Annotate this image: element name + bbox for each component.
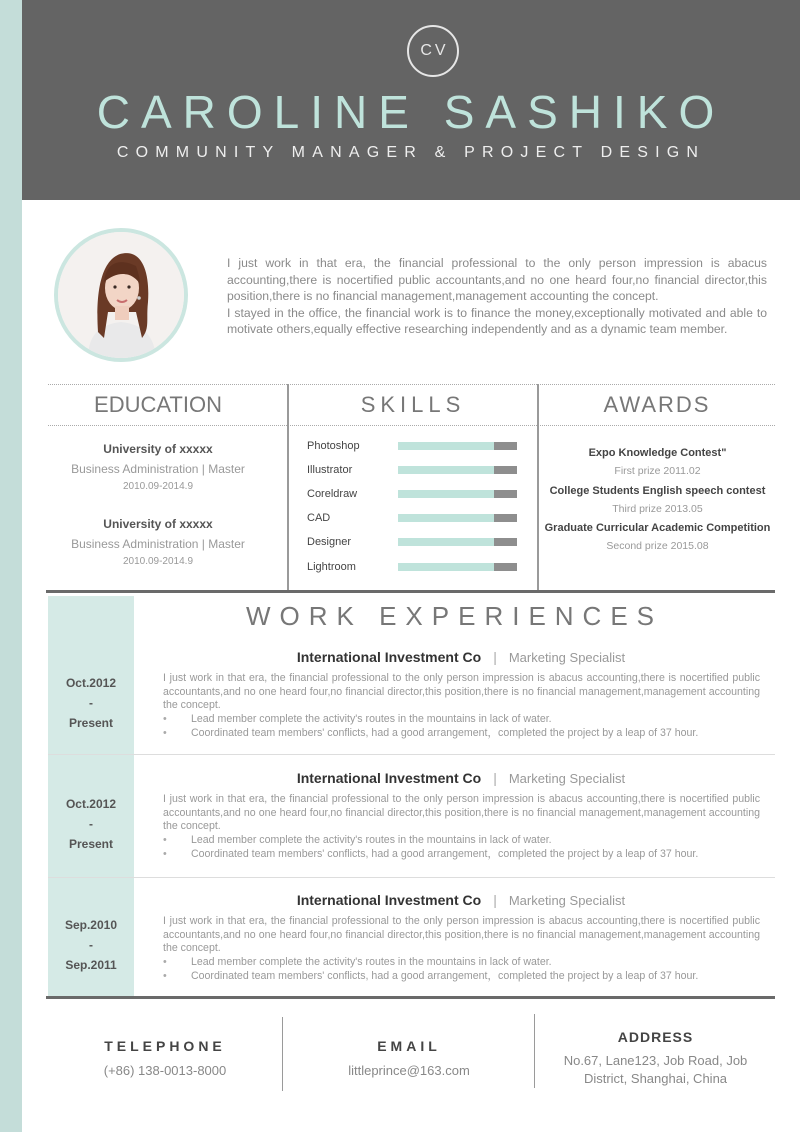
job-bullets bbox=[163, 956, 760, 983]
skill-row bbox=[307, 486, 522, 502]
skill-name: Photoshop bbox=[307, 440, 360, 452]
job-title: COMMUNITY MANAGER & PROJECT DESIGN bbox=[116, 144, 706, 161]
awards-heading: AWARDS bbox=[603, 392, 711, 417]
education-entry bbox=[48, 441, 268, 494]
job-date-start: Oct.2012 bbox=[65, 797, 117, 811]
section-top-divider bbox=[48, 384, 775, 385]
intro-paragraph-1: I just work in that era, the financial professional to the only person impression is abacus accounting,there is nocertified public accountants,and no one heard four,no financial director,this position,there is no financial management,management accounting the concept. bbox=[227, 256, 767, 303]
job-company: International Investment Co bbox=[296, 770, 482, 786]
education-school: University of xxxxx bbox=[103, 517, 213, 531]
award-prize: First prize 2011.02 bbox=[614, 465, 701, 477]
skill-row bbox=[307, 559, 522, 575]
job-header-separator: | bbox=[493, 649, 497, 665]
skill-name: Lightroom bbox=[307, 561, 356, 573]
job-bullet: • Lead member complete the activity's routes in the mountains in lack of water. bbox=[163, 713, 760, 727]
job-header bbox=[160, 769, 762, 788]
left-accent-strip bbox=[0, 0, 22, 1132]
award-name: Graduate Curricular Academic Competition bbox=[544, 522, 771, 534]
skill-row bbox=[307, 534, 522, 550]
award-name: Expo Knowledge Contest" bbox=[588, 447, 727, 459]
award-prize: Third prize 2013.05 bbox=[612, 503, 703, 515]
email-label: EMAIL bbox=[377, 1038, 441, 1054]
skill-bar-fill bbox=[398, 538, 494, 546]
job-bullet: • Coordinated team members' conflicts, had a good arrangement，completed the project by a leap of 37 hour. bbox=[163, 848, 760, 862]
skill-bar-fill bbox=[398, 466, 494, 474]
award-prize: Second prize 2015.08 bbox=[606, 540, 709, 552]
job-role: Marketing Specialist bbox=[508, 650, 626, 665]
skill-bar-fill bbox=[398, 490, 494, 498]
job-description: I just work in that era, the financial professional to the only person impression is abacus accounting,there is nocertified public accountants,and no one heard four,no financial director,this position,there is no financial management,management accounting the concept. bbox=[163, 672, 760, 712]
skill-row bbox=[307, 510, 522, 526]
job-bullet: • Coordinated team members' conflicts, had a good arrangement，completed the project by a leap of 37 hour. bbox=[163, 727, 760, 741]
address-label: ADDRESS bbox=[617, 1029, 694, 1045]
telephone-label: TELEPHONE bbox=[104, 1038, 226, 1054]
job-divider bbox=[48, 877, 775, 878]
cv-badge: CV bbox=[407, 25, 459, 77]
job-header-separator: | bbox=[493, 892, 497, 908]
contact-divider-1 bbox=[282, 1017, 283, 1091]
telephone-value: (+86) 138-0013-8000 bbox=[103, 1063, 227, 1078]
job-dates bbox=[48, 915, 134, 975]
job-date-end: Sep.2011 bbox=[65, 958, 117, 972]
job-date-separator: - bbox=[89, 938, 93, 952]
job-company: International Investment Co bbox=[296, 892, 482, 908]
skill-bar bbox=[398, 538, 517, 546]
skill-bar-fill bbox=[398, 442, 494, 450]
footer-divider-thick bbox=[46, 996, 775, 999]
skill-name: CAD bbox=[307, 512, 331, 524]
education-entry bbox=[48, 516, 268, 569]
skills-heading: SKILLS bbox=[360, 392, 466, 417]
job-date-end: Present bbox=[68, 837, 114, 851]
skill-name: Illustrator bbox=[307, 464, 353, 476]
award-name: College Students English speech contest bbox=[549, 485, 766, 497]
job-date-separator: - bbox=[89, 696, 93, 710]
skill-bar bbox=[398, 442, 517, 450]
work-heading: WORK EXPERIENCES bbox=[245, 601, 664, 631]
job-bullet: • Lead member complete the activity's routes in the mountains in lack of water. bbox=[163, 834, 760, 848]
skill-row bbox=[307, 462, 522, 478]
job-description: I just work in that era, the financial professional to the only person impression is abacus accounting,there is nocertified public accountants,and no one heard four,no financial director,this position,there is no financial management,management accounting the concept. bbox=[163, 915, 760, 955]
job-dates bbox=[48, 794, 134, 854]
education-degree: Business Administration | Master bbox=[71, 537, 245, 551]
intro-paragraph-2: I stayed in the office, the financial work is to finance the money,exceptionally motivated and able to motivate others,equally effective researching independently and as a dynamic team member. bbox=[227, 305, 767, 336]
section-heading-divider bbox=[48, 425, 775, 426]
skill-row bbox=[307, 438, 522, 454]
contact-email bbox=[284, 1037, 534, 1080]
education-degree: Business Administration | Master bbox=[71, 462, 245, 476]
skill-bar bbox=[398, 563, 517, 571]
job-date-start: Oct.2012 bbox=[65, 676, 117, 690]
section-divider-thick bbox=[46, 590, 775, 593]
job-date-separator: - bbox=[89, 817, 93, 831]
education-dates: 2010.09-2014.9 bbox=[122, 556, 194, 567]
education-heading: EDUCATION bbox=[94, 392, 222, 417]
job-date-start: Sep.2010 bbox=[64, 918, 118, 932]
contact-telephone bbox=[48, 1037, 282, 1080]
skill-bar bbox=[398, 466, 517, 474]
skill-name: Coreldraw bbox=[307, 488, 358, 500]
job-header-separator: | bbox=[493, 770, 497, 786]
profile-photo bbox=[58, 232, 184, 358]
job-description: I just work in that era, the financial professional to the only person impression is abacus accounting,there is nocertified public accountants,and no one heard four,no financial director,this position,there is no financial management,management accounting the concept. bbox=[163, 793, 760, 833]
job-bullets bbox=[163, 713, 760, 740]
skill-bar bbox=[398, 490, 517, 498]
address-line-2: District, Shanghai, China bbox=[583, 1071, 728, 1086]
education-school: University of xxxxx bbox=[103, 442, 213, 456]
address-line-1: No.67, Lane123, Job Road, Job bbox=[563, 1053, 748, 1068]
job-bullets bbox=[163, 834, 760, 861]
email-value[interactable]: littleprince@163.com bbox=[348, 1063, 470, 1078]
award-entry bbox=[540, 446, 775, 479]
job-company: International Investment Co bbox=[296, 649, 482, 665]
contact-address bbox=[536, 1028, 775, 1088]
skill-name: Designer bbox=[307, 536, 352, 548]
education-dates: 2010.09-2014.9 bbox=[122, 481, 194, 492]
portrait-image bbox=[58, 232, 184, 358]
skill-bar-fill bbox=[398, 514, 494, 522]
person-name: CAROLINE SASHIKO bbox=[96, 86, 726, 138]
profile-photo-frame bbox=[54, 228, 188, 362]
job-role: Marketing Specialist bbox=[508, 771, 626, 786]
contact-divider-2 bbox=[534, 1014, 535, 1088]
job-role: Marketing Specialist bbox=[508, 893, 626, 908]
skill-bar-fill bbox=[398, 563, 494, 571]
intro-summary bbox=[227, 255, 767, 338]
job-header bbox=[160, 648, 762, 667]
job-bullet: • Lead member complete the activity's routes in the mountains in lack of water. bbox=[163, 956, 760, 970]
skill-bar bbox=[398, 514, 517, 522]
job-dates bbox=[48, 673, 134, 733]
job-divider bbox=[48, 754, 775, 755]
job-date-end: Present bbox=[68, 716, 114, 730]
award-entry bbox=[540, 484, 775, 517]
award-entry bbox=[540, 521, 775, 554]
job-header bbox=[160, 891, 762, 910]
job-bullet: • Coordinated team members' conflicts, had a good arrangement，completed the project by a leap of 37 hour. bbox=[163, 970, 760, 984]
header-banner bbox=[22, 0, 800, 200]
